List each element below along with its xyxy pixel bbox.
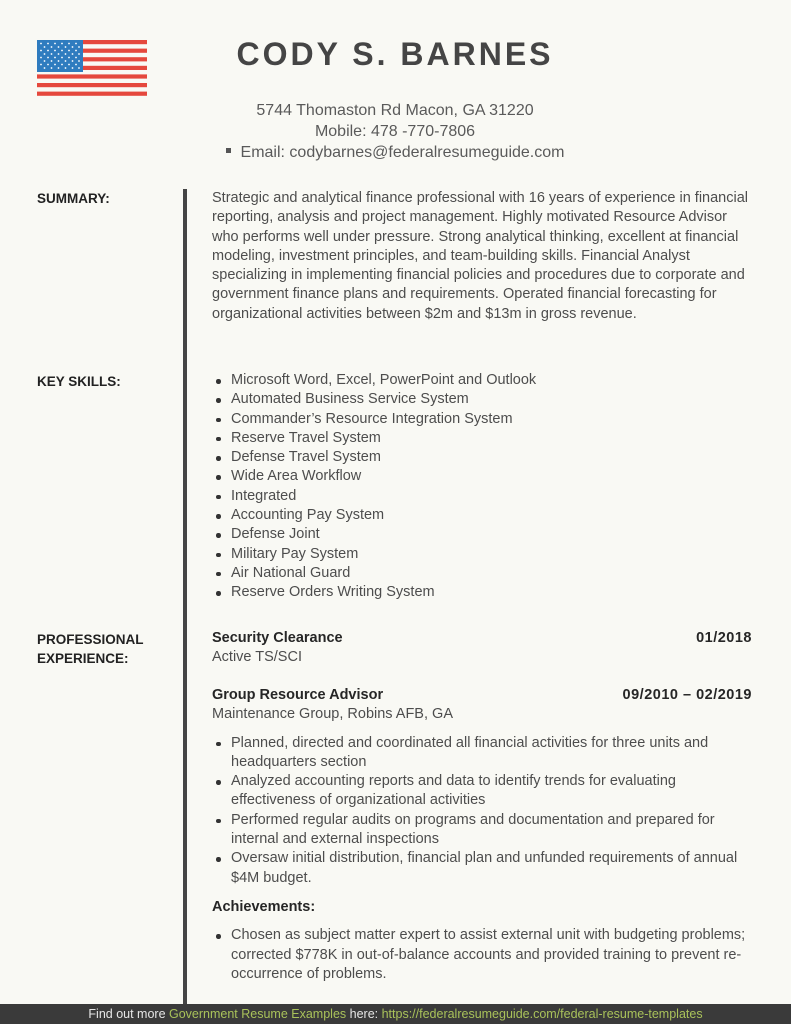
list-item: Commander’s Resource Integration System [212,410,752,429]
clearance-entry [212,629,752,668]
list-item: Planned, directed and coordinated all financial activities for three units and headquarters section [212,734,752,773]
clearance-title: Security Clearance [212,630,343,646]
list-item: Microsoft Word, Excel, PowerPoint and Outlook [212,371,752,390]
achievements-list [212,926,752,984]
list-item: Military Pay System [212,545,752,564]
list-item: Defense Joint [212,525,752,544]
key-skills-label: KEY SKILLS: [37,374,121,389]
list-item: Automated Business Service System [212,390,752,409]
experience-label-line1: PROFESSIONAL [37,632,144,647]
email[interactable]: Email: codybarnes@federalresumeguide.com [240,144,565,161]
square-bullet-icon [226,148,231,153]
mobile-phone: Mobile: 478 -770-7806 [314,123,476,140]
list-item: Reserve Orders Writing System [212,583,752,602]
list-item: Integrated [212,487,752,506]
job-entry [212,686,752,984]
footer-banner [0,1004,791,1024]
summary-text: Strategic and analytical finance professional with 16 years of experience in financial reporting, analysis and project management. Highly motivated Resource Advisor who performs well under pressure. Strong analytical thinking, excellent at financial modeling, investment principles, and team-building skills. Financial Analyst specializing in implementing financial policies and procedures due to corporate and government finance plans and requirements. Operated financial forecasting for organizational activities between $2m and $13m in gross revenue. [212,190,749,322]
list-item: Chosen as subject matter expert to assist external unit with budgeting problems; corrected $778K in out-of-balance accounts and provided training to prevent re-occurrence of problems. [212,926,752,984]
us-flag-icon [37,40,147,99]
list-item: Oversaw initial distribution, financial plan and unfunded requirements of annual $4M budget. [212,849,752,888]
clearance-level: Active TS/SCI [212,649,302,666]
job-duties-list [212,734,752,888]
achievements-heading: Achievements: [212,898,316,915]
list-item: Air National Guard [212,564,752,583]
candidate-name: CODY S. BARNES [236,36,554,72]
templates-url-link[interactable]: https://federalresumeguide.com/federal-resume-templates [381,1007,703,1021]
footer-middle: here: [346,1007,382,1021]
job-title: Group Resource Advisor [212,687,384,703]
government-resume-examples-link[interactable]: Government Resume Examples [169,1007,347,1021]
job-dates: 09/2010 – 02/2019 [622,687,752,703]
vertical-divider [183,189,187,1004]
address: 5744 Thomaston Rd Macon, GA 31220 [256,102,534,119]
list-item: Defense Travel System [212,448,752,467]
job-organization: Maintenance Group, Robins AFB, GA [212,706,453,723]
clearance-date: 01/2018 [696,630,752,646]
experience-label [37,630,144,668]
experience-label-line2: EXPERIENCE: [37,651,129,666]
summary-label: SUMMARY: [37,191,110,206]
footer-prefix: Find out more [88,1007,169,1021]
list-item: Performed regular audits on programs and documentation and prepared for internal and external inspections [212,811,752,850]
email-line [190,142,600,163]
list-item: Accounting Pay System [212,506,752,525]
list-item: Wide Area Workflow [212,467,752,486]
skills-list [212,371,752,603]
list-item: Analyzed accounting reports and data to identify trends for evaluating effectiveness of organizational activities [212,772,752,811]
list-item: Reserve Travel System [212,429,752,448]
contact-block [190,100,600,163]
